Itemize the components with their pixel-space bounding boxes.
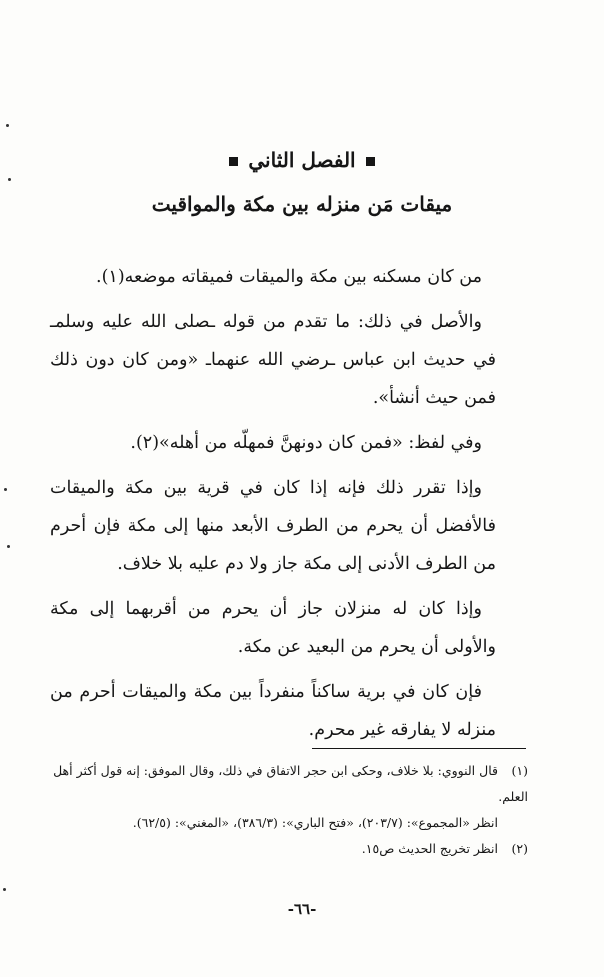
margin-speck [8,178,11,181]
margin-speck [6,124,9,127]
footnote-number: (١) [511,763,528,778]
footnote-text: قال النووي: بلا خلاف، وحكى ابن حجر الاتفاق في ذلك، وقال الموفق: إنه قول أكثر أهل العلم. [53,763,528,804]
paragraph: وإذا كان له منزلان جاز أن يحرم من أقربهما إلى مكة والأولى أن يحرم من البعيد عن مكة. [50,599,496,657]
footnote-number: (٢) [511,841,528,856]
footnote [42,836,528,862]
footnote-text: انظر تخريج الحديث ص١٥. [361,841,498,856]
margin-speck [4,488,7,491]
heading-square-left [229,157,238,166]
chapter-heading [0,148,604,172]
margin-speck [3,888,6,891]
footnote [42,758,528,810]
margin-speck [7,545,10,548]
paragraph: فإن كان في برية ساكناً منفرداً بين مكة والميقات أحرم من منزله لا يفارقه غير محرم. [50,682,496,740]
paragraph: وإذا تقرر ذلك فإنه إذا كان في قرية بين مكة والميقات فالأفضل أن يحرم من الطرف الأبعد منها إلى مكة فإن أحرم من الطرف الأدنى إلى مكة جاز ولا دم عليه بلا خلاف. [50,478,496,574]
heading-square-right [366,157,375,166]
chapter-title: الفصل الثاني [248,148,356,172]
body-text [50,258,496,756]
section-title: ميقات مَن منزله بين مكة والمواقيت [151,192,453,216]
page-number: -٦٦- [287,900,317,918]
footnote-separator [312,748,526,749]
paragraph: والأصل في ذلك: ما تقدم من قوله ـصلى الله عليه وسلمـ في حديث ابن عباس ـرضي الله عنهماـ «ومن كان دون ذلك فمن حيث أنشأ». [50,312,496,408]
paragraph: من كان مسكنه بين مكة والميقات فميقاته موضعه(١). [96,267,482,287]
footnote-continuation: انظر «المجموع»: (٢٠٣/٧)، «فتح الباري»: (٣٨٦/٣)، «المغني»: (٦٢/٥). [132,815,498,830]
footnotes [42,758,528,862]
paragraph: وفي لفظ: «فمن كان دونهنَّ فمهلّه من أهله»(٢). [130,433,482,453]
